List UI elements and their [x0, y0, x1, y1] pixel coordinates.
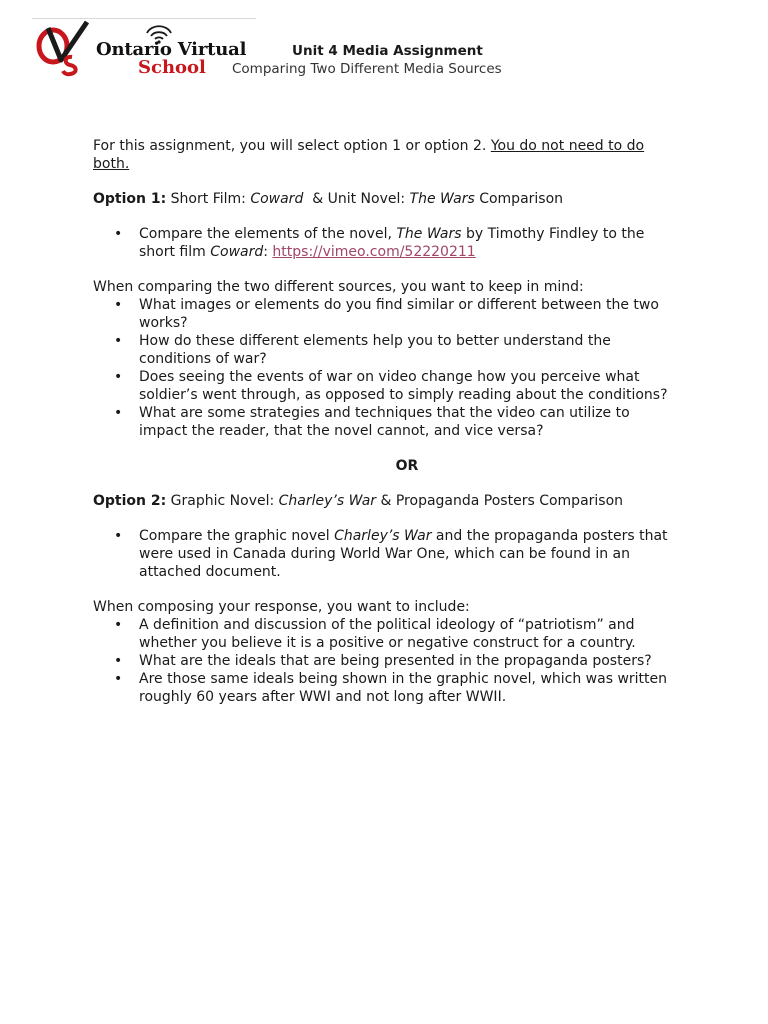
option1-heading: Option 1: Short Film: Coward & Unit Novel: The Wars Comparison	[93, 191, 564, 207]
or-separator: OR	[395, 458, 419, 474]
list-item: • Are those same ideals being shown in the graphic novel, which was written roughly 60 years after WWI and not long after WWII.	[114, 671, 668, 705]
ontario-virtual-school-logo	[34, 20, 264, 82]
logo-name-text: Ontario Virtual	[96, 39, 247, 60]
option2-lead: When composing your response, you want to include:	[93, 599, 470, 615]
option1-task-list	[93, 225, 683, 261]
list-item: • Compare the graphic novel Charley’s War and the propaganda posters that were used in Canada during World War One, which can be found in an attached document.	[114, 528, 668, 580]
list-item: • Does seeing the events of war on video change how you perceive what soldier’s went through, as opposed to simply reading about the conditions?	[114, 369, 668, 403]
option2-question-list	[93, 616, 683, 706]
document-title: Unit 4 Media Assignment	[292, 43, 483, 59]
list-item: • A definition and discussion of the political ideology of “patriotism” and whether you believe it is a positive or negative construct for a country.	[114, 617, 636, 651]
list-item: • What images or elements do you find similar or different between the two works?	[114, 297, 659, 331]
logo-school-text: School	[138, 57, 206, 78]
list-item: • What are some strategies and techniques that the video can utilize to impact the reader, that the novel cannot, and vice versa?	[114, 405, 630, 439]
header-rule	[32, 18, 256, 19]
vimeo-link[interactable]: https://vimeo.com/52220211	[272, 244, 476, 260]
list-item: • Compare the elements of the novel, The Wars by Timothy Findley to the short film Coward: https://vimeo.com/52220211	[114, 226, 645, 260]
list-item: • How do these different elements help you to better understand the conditions of war?	[114, 333, 611, 367]
option2-heading: Option 2: Graphic Novel: Charley’s War & Propaganda Posters Comparison	[93, 493, 624, 509]
list-item: • What are the ideals that are being presented in the propaganda posters?	[114, 653, 652, 669]
intro-paragraph: For this assignment, you will select option 1 or option 2. You do not need to do both.	[93, 138, 645, 172]
document-subtitle: Comparing Two Different Media Sources	[232, 61, 502, 77]
option1-label: Option 1:	[93, 191, 167, 207]
option1-lead: When comparing the two different sources, you want to keep in mind:	[93, 279, 584, 295]
ovs-monogram-icon	[34, 20, 94, 80]
option1-question-list	[93, 296, 683, 440]
option2-label: Option 2:	[93, 493, 167, 509]
assignment-body	[93, 137, 683, 706]
intro-emphasis: You do not need to do both.	[93, 138, 645, 172]
option2-task-list	[93, 527, 683, 581]
